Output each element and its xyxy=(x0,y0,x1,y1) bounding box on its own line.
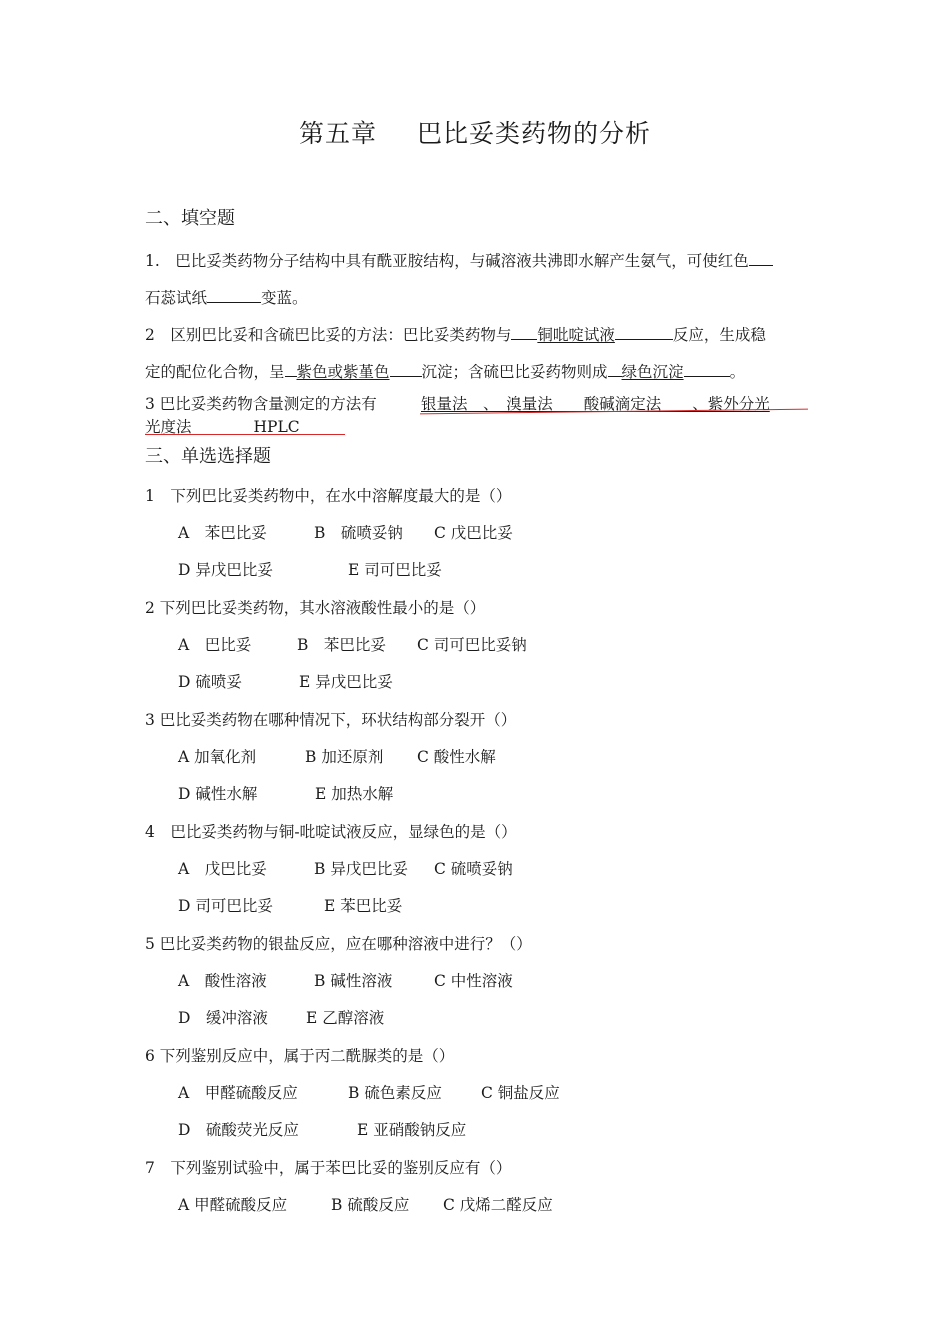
option-a: A 巴比妥 xyxy=(178,636,252,654)
option-a: A 酸性溶液 xyxy=(178,972,267,990)
option-e: E 异戊巴比妥 xyxy=(299,673,393,691)
option-c: C 中性溶液 xyxy=(434,972,513,990)
option-d: D 司可巴比妥 xyxy=(178,897,273,915)
option-e: E 加热水解 xyxy=(315,785,394,803)
option-e: E 司可巴比妥 xyxy=(348,561,442,579)
question-stem: 6 下列鉴别反应中，属于丙二酰脲类的是（） xyxy=(145,1047,455,1065)
question-stem: 4 巴比妥类药物与铜-吡啶试液反应，显绿色的是（） xyxy=(145,823,517,841)
fill-q1-line2: 石蕊试纸 变蓝。 xyxy=(145,289,308,307)
option-d: D 碱性水解 xyxy=(178,785,258,803)
question-stem: 3 巴比妥类药物在哪种情况下，环状结构部分裂开（） xyxy=(145,711,517,729)
answer-text: 铜吡啶试液 xyxy=(537,326,615,344)
chapter-title xyxy=(0,118,950,150)
option-b: B 碱性溶液 xyxy=(314,972,393,990)
chapter-subject: 巴比妥类药物的分析 xyxy=(417,119,652,148)
fill-q3-answer-line2: 光度法 HPLC xyxy=(145,418,331,436)
option-a: A 苯巴比妥 xyxy=(178,524,267,542)
option-d: D 缓冲溶液 xyxy=(178,1009,268,1027)
choice-section-heading: 三、单选选择题 xyxy=(145,446,271,467)
option-c: C 司可巴比妥钠 xyxy=(417,636,527,654)
question-stem: 2 下列巴比妥类药物，其水溶液酸性最小的是（） xyxy=(145,599,486,617)
question-stem: 7 下列鉴别试验中，属于苯巴比妥的鉴别反应有（） xyxy=(145,1159,512,1177)
option-d: D 硫喷妥 xyxy=(178,673,242,691)
option-d: D 硫酸荧光反应 xyxy=(178,1121,299,1139)
option-b: B 加还原剂 xyxy=(305,748,384,766)
option-d: D 异戊巴比妥 xyxy=(178,561,273,579)
answer-text: 紫色或紫堇色 xyxy=(296,363,390,381)
option-b: B 硫色素反应 xyxy=(348,1084,442,1102)
blank xyxy=(207,287,261,303)
red-pen-underline xyxy=(145,434,345,435)
option-b: B 苯巴比妥 xyxy=(297,636,386,654)
question-stem: 5 巴比妥类药物的银盐反应，应在哪种溶液中进行？（） xyxy=(145,935,532,953)
option-c: C 戊烯二醛反应 xyxy=(443,1196,553,1214)
option-a: A 加氧化剂 xyxy=(178,748,257,766)
option-b: B 硫酸反应 xyxy=(331,1196,410,1214)
fill-q2-line1: 2 区别巴比妥和含硫巴比妥的方法：巴比妥类药物与 铜吡啶试液 反应，生成稳 xyxy=(145,326,766,344)
fill-q2-line2: 定的配位化合物，呈 紫色或紫堇色 沉淀；含硫巴比妥药物则成 绿色沉淀 。 xyxy=(145,363,746,381)
option-b: B 硫喷妥钠 xyxy=(314,524,403,542)
fill-q3-prefix: 3 巴比妥类药物含量测定的方法有 xyxy=(145,395,377,413)
option-a: A 甲醛硫酸反应 xyxy=(178,1196,288,1214)
option-b: B 异戊巴比妥 xyxy=(314,860,408,878)
option-c: C 铜盐反应 xyxy=(481,1084,560,1102)
option-a: A 戊巴比妥 xyxy=(178,860,267,878)
fill-q3-answer-line1: 银量法 、 溴量法 酸碱滴定法 、紫外分光 xyxy=(421,395,770,413)
option-a: A 甲醛硫酸反应 xyxy=(178,1084,298,1102)
option-c: C 酸性水解 xyxy=(417,748,496,766)
answer-text: 绿色沉淀 xyxy=(621,363,684,381)
fill-q1-line1: 1. 巴比妥类药物分子结构中具有酰亚胺结构，与碱溶液共沸即水解产生氨气，可使红色 xyxy=(145,250,773,271)
blank xyxy=(749,250,773,266)
fill-section-heading: 二、填空题 xyxy=(145,208,235,229)
question-stem: 1 下列巴比妥类药物中，在水中溶解度最大的是（） xyxy=(145,487,512,505)
option-e: E 亚硝酸钠反应 xyxy=(357,1121,467,1139)
option-e: E 乙醇溶液 xyxy=(306,1009,385,1027)
option-c: C 硫喷妥钠 xyxy=(434,860,513,878)
chapter-number: 第五章 xyxy=(298,119,377,148)
option-e: E 苯巴比妥 xyxy=(324,897,403,915)
option-c: C 戊巴比妥 xyxy=(434,524,513,542)
